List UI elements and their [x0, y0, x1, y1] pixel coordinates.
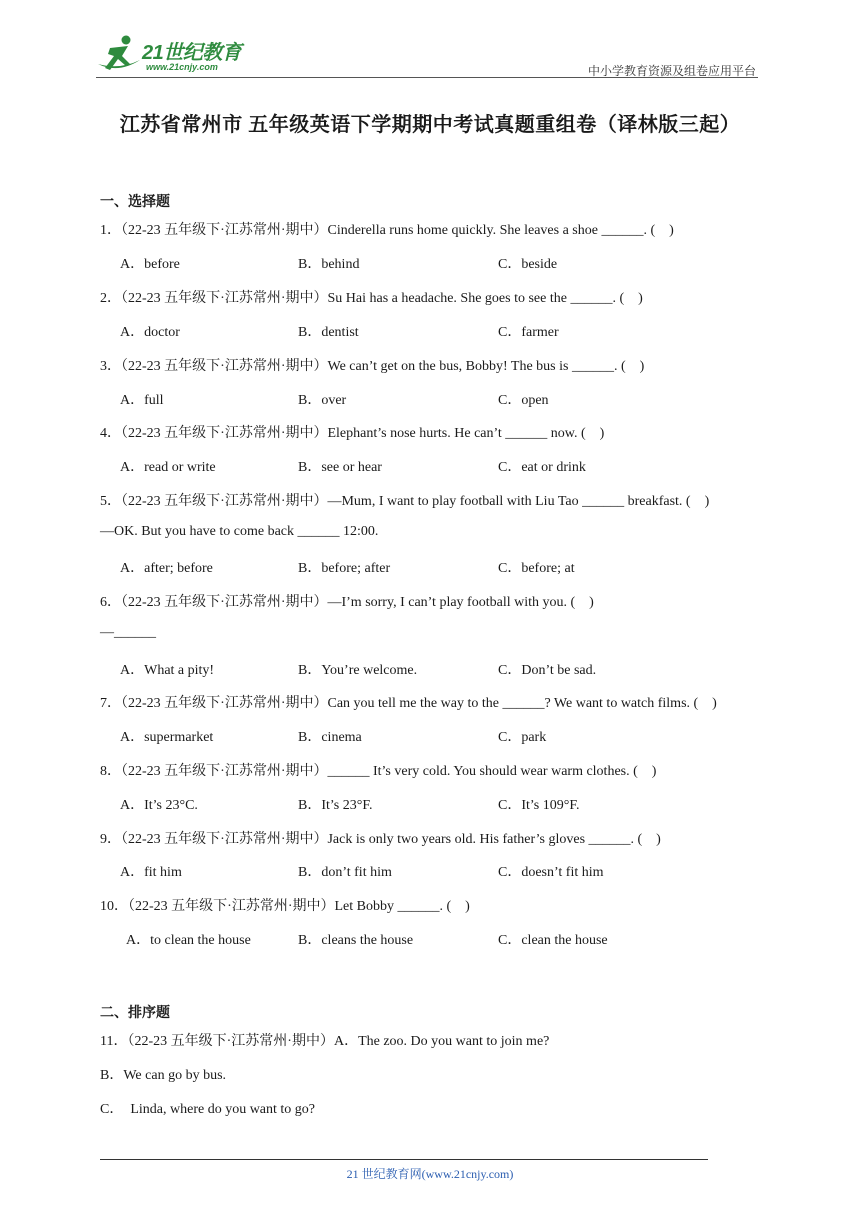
- option-b: B．see or hear: [298, 460, 382, 475]
- option-c: C．eat or drink: [498, 460, 586, 475]
- option-a: A．before: [120, 257, 180, 272]
- option-b: B．cleans the house: [298, 933, 414, 948]
- option-b: B．cinema: [298, 730, 362, 745]
- ordering-line: C． Linda, where do you want to go?: [100, 1102, 316, 1117]
- option-a: A．to clean the house: [126, 933, 251, 948]
- footer-text: 21 世纪教育网(www.21cnjy.com): [346, 1167, 514, 1181]
- option-b: B．before; after: [298, 561, 391, 576]
- option-b: B．don’t fit him: [298, 865, 392, 880]
- question-stem: 4．（22-23 五年级下·江苏常州·期中）Elephant’s nose hurts. He can’t ______ now. ( ): [100, 426, 605, 441]
- option-b: B．dentist: [298, 325, 359, 340]
- option-a: A．What a pity!: [120, 663, 215, 678]
- runner-logo-icon: [96, 34, 142, 74]
- question-stem: 10．（22-23 五年级下·江苏常州·期中）Let Bobby ______. ( ): [100, 899, 470, 914]
- ordering-line: 11．（22-23 五年级下·江苏常州·期中）A．The zoo. Do you want to join me?: [100, 1034, 550, 1049]
- option-a: A．read or write: [120, 460, 216, 475]
- question-stem-line2: —OK. But you have to come back ______ 12:00.: [100, 524, 379, 539]
- question-stem: 8．（22-23 五年级下·江苏常州·期中）______ It’s very cold. You should wear warm clothes. ( ): [100, 764, 657, 779]
- option-c: C．before; at: [498, 561, 575, 576]
- question-stem: 2．（22-23 五年级下·江苏常州·期中）Su Hai has a headache. She goes to see the ______. ( ): [100, 291, 643, 306]
- option-c: C．It’s 109°F.: [498, 798, 580, 813]
- option-a: A．fit him: [120, 865, 182, 880]
- header-divider: [96, 77, 758, 78]
- option-c: C．farmer: [498, 325, 559, 340]
- footer-divider: [100, 1159, 708, 1160]
- option-c: C．Don’t be sad.: [498, 663, 597, 678]
- question-stem: 7．（22-23 五年级下·江苏常州·期中）Can you tell me the way to the ______? We want to watch films. ( ): [100, 696, 717, 711]
- section-heading-ordering: 二、排序题: [100, 1006, 170, 1021]
- question-stem: 6．（22-23 五年级下·江苏常州·期中）—I’m sorry, I can’t play football with you. ( ): [100, 595, 594, 610]
- option-a: A．full: [120, 393, 164, 408]
- option-a: A．doctor: [120, 325, 180, 340]
- page-title: 江苏省常州市 五年级英语下学期期中考试真题重组卷（译林版三起）: [119, 114, 741, 136]
- option-c: C．clean the house: [498, 933, 608, 948]
- logo-text: 21世纪教育: [142, 42, 242, 64]
- option-a: A．after; before: [120, 561, 213, 576]
- question-stem: 9．（22-23 五年级下·江苏常州·期中）Jack is only two years old. His father’s gloves ______. ( ): [100, 832, 661, 847]
- option-c: C．open: [498, 393, 549, 408]
- option-a: A．supermarket: [120, 730, 214, 745]
- option-c: C．doesn’t fit him: [498, 865, 604, 880]
- section-heading-choice: 一、选择题: [100, 195, 170, 210]
- ordering-line: B．We can go by bus.: [100, 1068, 227, 1083]
- question-stem-line2: —______: [100, 625, 156, 640]
- logo-url: www.21cnjy.com: [146, 62, 218, 72]
- question-stem: 3．（22-23 五年级下·江苏常州·期中）We can’t get on the bus, Bobby! The bus is ______. ( ): [100, 359, 645, 374]
- option-a: A．It’s 23°C.: [120, 798, 198, 813]
- option-b: B．over: [298, 393, 347, 408]
- option-c: C．park: [498, 730, 547, 745]
- question-stem: 5．（22-23 五年级下·江苏常州·期中）—Mum, I want to play football with Liu Tao ______ breakfast. ( ): [100, 494, 710, 509]
- header-platform-text: 中小学教育资源及组卷应用平台: [587, 64, 756, 78]
- option-b: B．behind: [298, 257, 360, 272]
- option-c: C．beside: [498, 257, 558, 272]
- option-b: B．It’s 23°F.: [298, 798, 373, 813]
- question-stem: 1．（22-23 五年级下·江苏常州·期中）Cinderella runs home quickly. She leaves a shoe ______. ( ): [100, 223, 674, 238]
- option-b: B．You’re welcome.: [298, 663, 418, 678]
- page-header: [96, 30, 758, 78]
- site-logo: [96, 34, 266, 76]
